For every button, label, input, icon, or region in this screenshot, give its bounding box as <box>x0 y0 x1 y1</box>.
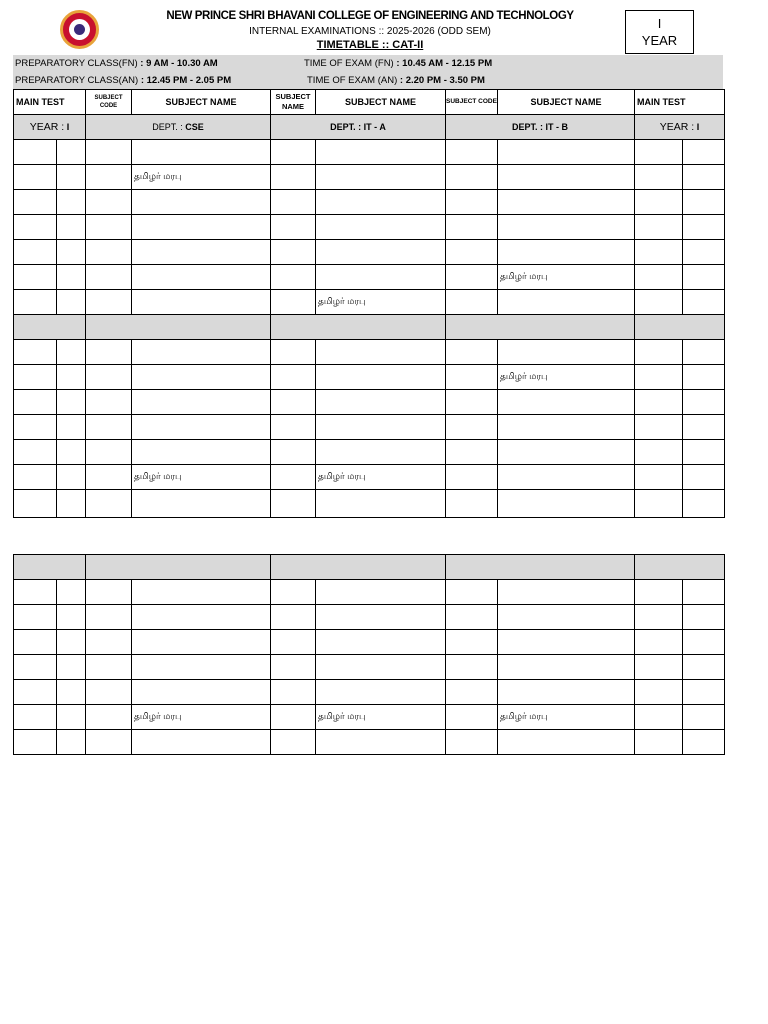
table-row <box>14 215 725 240</box>
table-row <box>14 265 725 290</box>
main-test-header-left: MAIN TEST <box>14 90 86 115</box>
subject-name-header-itb: SUBJECT NAME <box>498 90 635 115</box>
subject-cell: தமிழர் மரபு <box>316 465 446 490</box>
prep-fn-time: : 9 AM - 10.30 AM <box>140 58 218 69</box>
prep-an-label: PREPARATORY CLASS(AN) <box>15 75 139 86</box>
subject-cell: தமிழர் மரபு <box>316 705 446 730</box>
table-row <box>14 240 725 265</box>
exam-fn-time: : 10.45 AM - 12.15 PM <box>396 58 493 69</box>
table-row <box>14 365 725 390</box>
subject-name-header-cse: SUBJECT NAME <box>132 90 271 115</box>
table-row <box>14 655 725 680</box>
timetable-upper <box>13 89 725 518</box>
subject-cell: தமிழர் மரபு <box>316 290 446 315</box>
table-row <box>14 415 725 440</box>
table-row <box>14 630 725 655</box>
subject-name-header-ita: SUBJECT NAME <box>316 90 446 115</box>
info-row-an <box>13 72 723 89</box>
table-row <box>14 580 725 605</box>
exam-fn-label: TIME OF EXAM (FN) <box>304 58 394 69</box>
table-row <box>14 190 725 215</box>
logo-emblem <box>69 19 90 40</box>
dept-cse: DEPT. : CSE <box>86 115 271 140</box>
exam-an-time: : 2.20 PM - 3.50 PM <box>399 75 485 86</box>
subject-cell: தமிழர் மரபு <box>132 165 271 190</box>
dept-row <box>14 115 725 140</box>
exam-an-label: TIME OF EXAM (AN) <box>307 75 398 86</box>
college-name: NEW PRINCE SHRI BHAVANI COLLEGE OF ENGINEERING AND TECHNOLOGY <box>166 10 574 22</box>
year-badge-label: YEAR <box>641 33 678 48</box>
prep-an-time: : 12.45 PM - 2.05 PM <box>140 75 232 86</box>
dept-it-a: DEPT. : IT - A <box>271 115 446 140</box>
college-logo <box>60 10 99 49</box>
subject-cell: தமிழர் மரபு <box>498 705 635 730</box>
table-row <box>14 465 725 490</box>
lower-header-row <box>14 555 725 580</box>
dept-it-b: DEPT. : IT - B <box>446 115 635 140</box>
table-row <box>14 490 725 518</box>
year-right: YEAR : I <box>635 115 725 140</box>
table-row <box>14 705 725 730</box>
subject-code-header-itb: SUBJECT CODE <box>446 90 498 115</box>
table-row <box>14 165 725 190</box>
table-row <box>14 605 725 630</box>
subject-cell: தமிழர் மரபு <box>132 705 271 730</box>
main-test-header-right: MAIN TEST <box>635 90 725 115</box>
table-row <box>14 390 725 415</box>
year-badge-number: I <box>657 16 662 31</box>
table-row <box>14 340 725 365</box>
table-row <box>14 680 725 705</box>
subject-cell: தமிழர் மரபு <box>132 465 271 490</box>
timetable-lower <box>13 554 725 755</box>
subject-code-header-cse: SUBJECT CODE <box>86 90 132 115</box>
table-row <box>14 440 725 465</box>
subject-code-header-ita: SUBJECT NAME <box>271 90 316 115</box>
separator-row <box>14 315 725 340</box>
column-header-row <box>14 90 725 115</box>
timetable-title: TIMETABLE :: CAT-II <box>316 39 424 51</box>
info-row-fn <box>13 55 723 72</box>
table-row <box>14 730 725 755</box>
table-row <box>14 140 725 165</box>
table-row <box>14 290 725 315</box>
prep-fn-label: PREPARATORY CLASS(FN) <box>15 58 138 69</box>
year-badge <box>625 10 694 54</box>
subject-cell: தமிழர் மரபு <box>498 365 635 390</box>
exam-title: INTERNAL EXAMINATIONS :: 2025-2026 (ODD SEM) <box>249 26 491 37</box>
subject-cell: தமிழர் மரபு <box>498 265 635 290</box>
year-left: YEAR : I <box>14 115 86 140</box>
